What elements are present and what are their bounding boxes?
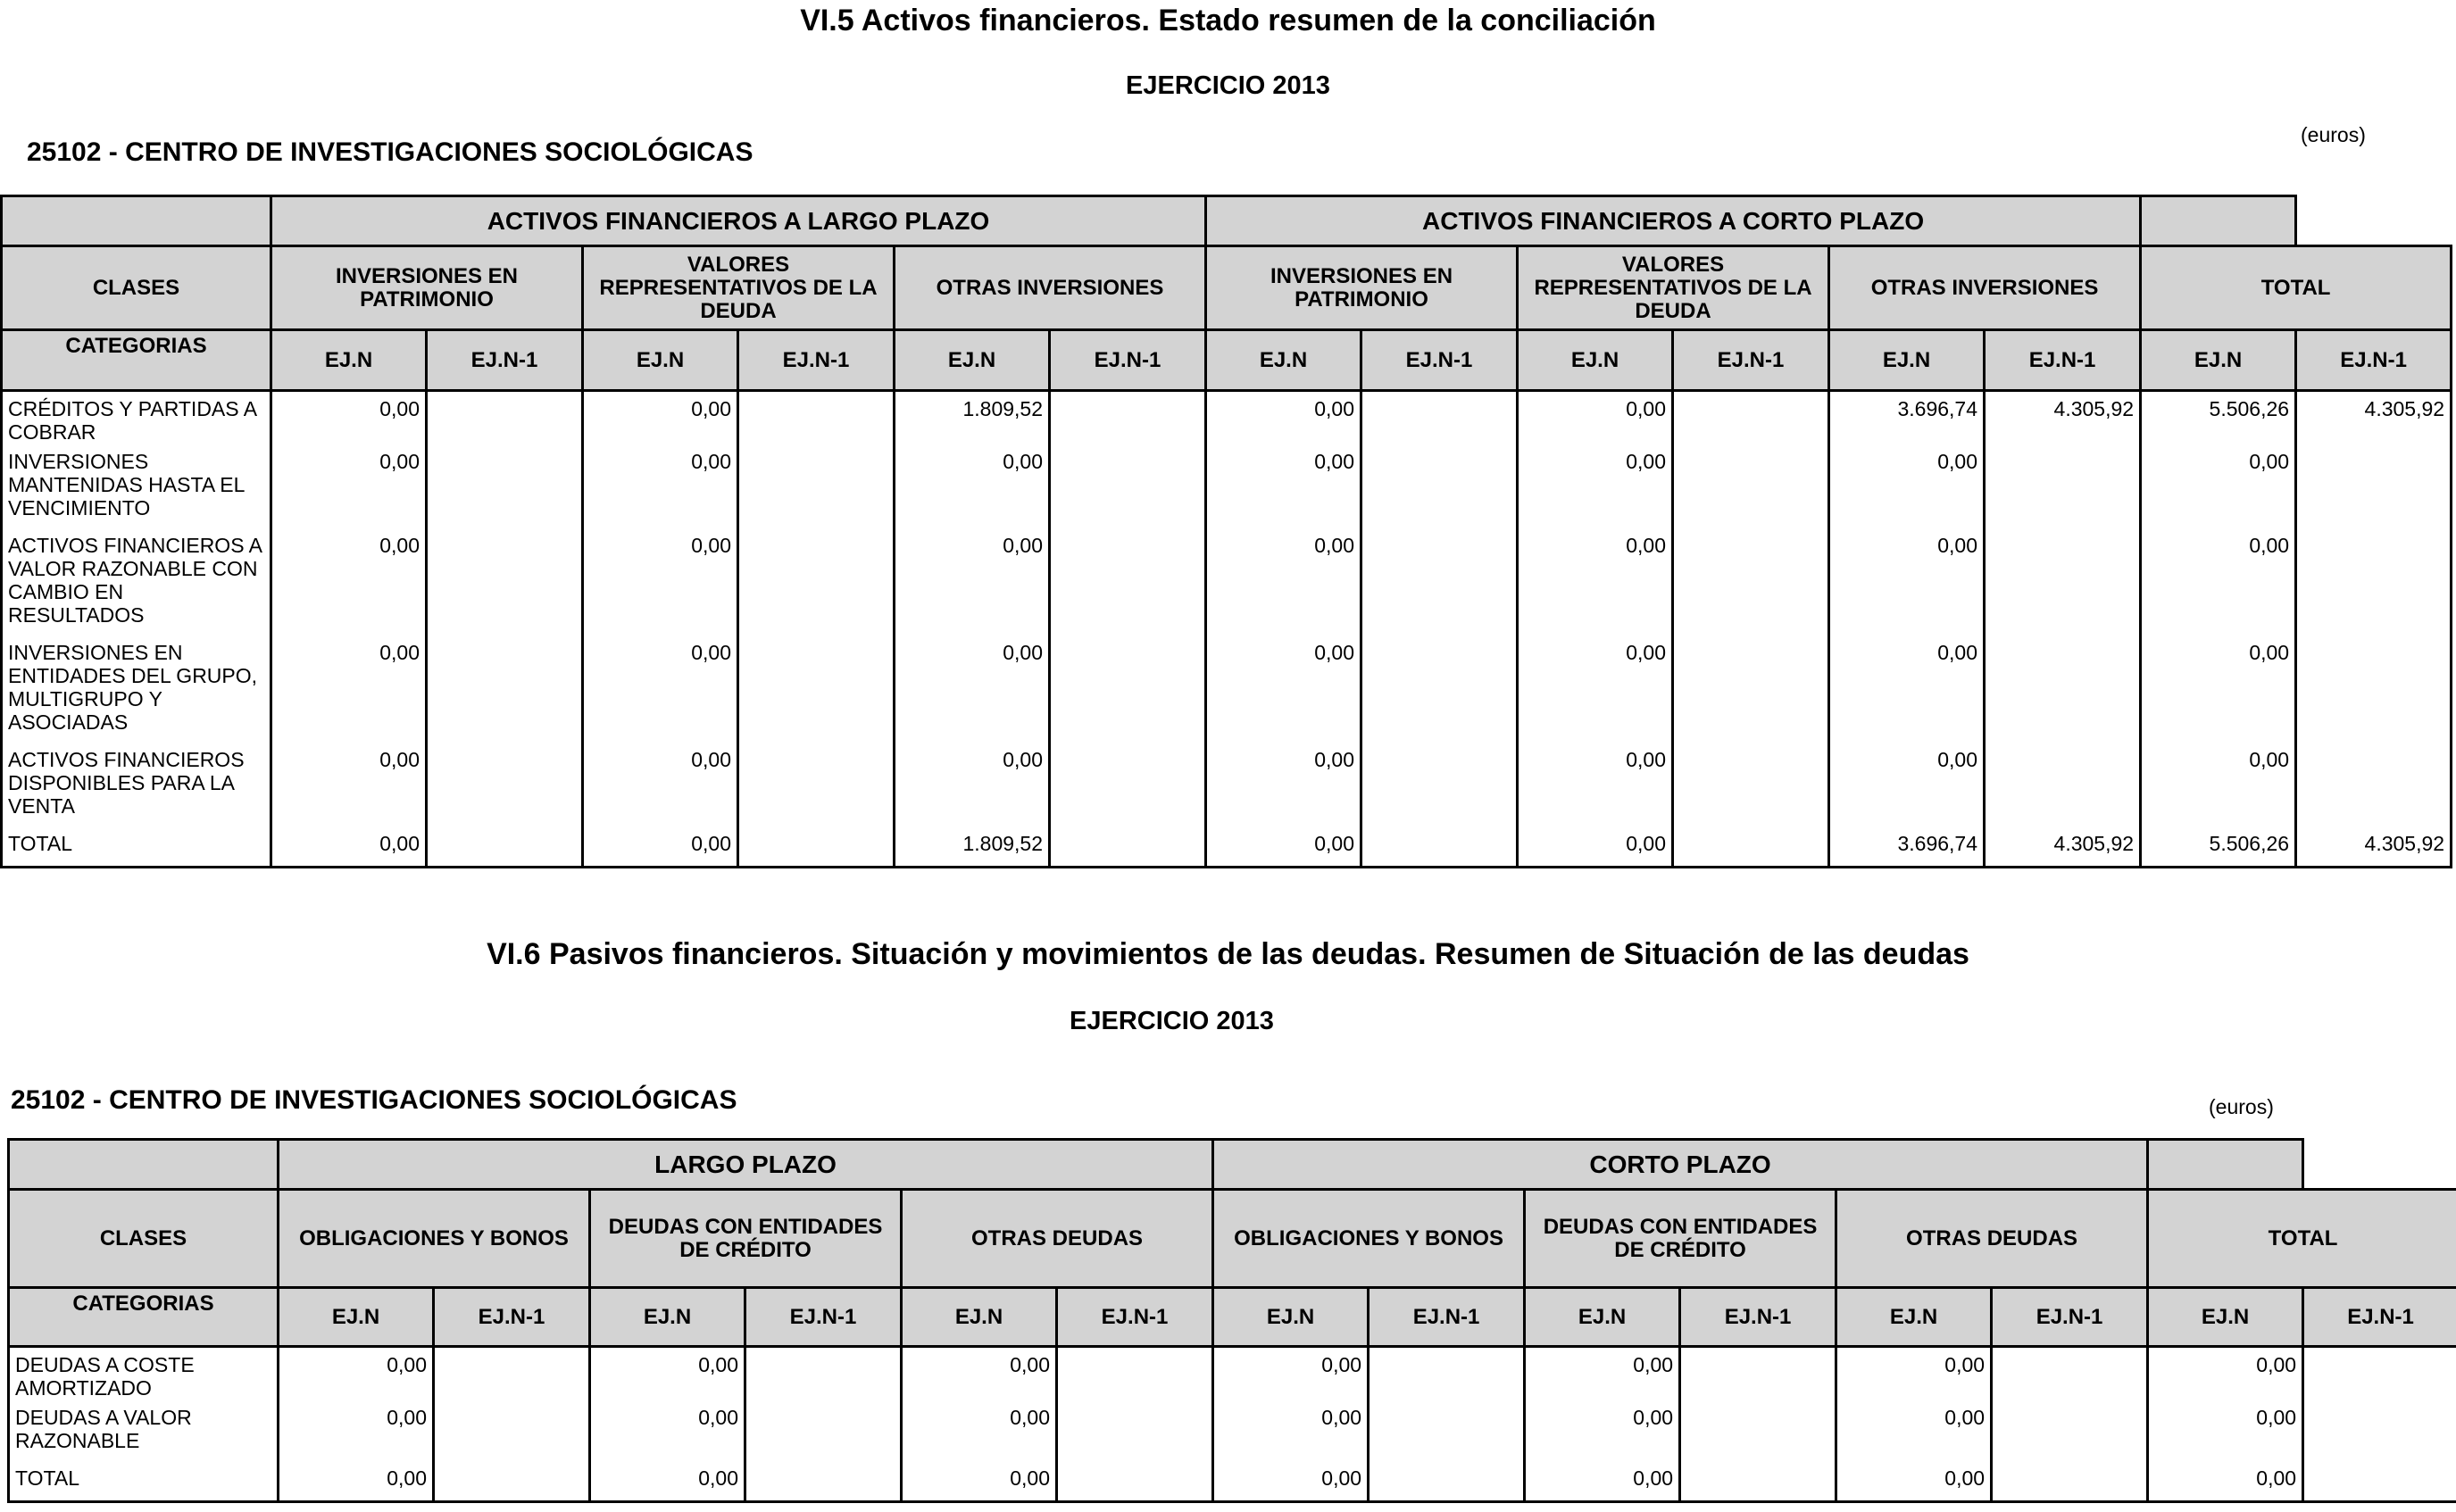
value-cell: 0,00	[1836, 1406, 1992, 1466]
value-cell	[427, 534, 583, 641]
value-cell	[1050, 748, 1206, 832]
row-label: INVERSIONES EN ENTIDADES DEL GRUPO, MULTIGRUPO Y ASOCIADAS	[2, 641, 271, 748]
value-cell: 0,00	[895, 641, 1050, 748]
value-cell	[2296, 450, 2452, 534]
value-cell: 1.809,52	[895, 391, 1050, 450]
value-cell	[1680, 1406, 1836, 1466]
value-cell	[1673, 391, 1829, 450]
ej-n-header: EJ.N	[2148, 1288, 2303, 1347]
corner-cell	[9, 1140, 279, 1190]
value-cell: 0,00	[271, 450, 427, 534]
table-row	[9, 1347, 2456, 1406]
value-cell	[738, 641, 895, 748]
subheader-6: TOTAL	[2141, 246, 2452, 330]
ej-n-header: EJ.N	[1206, 330, 1361, 391]
value-cell	[1680, 1347, 1836, 1406]
row-label: DEUDAS A VALOR RAZONABLE	[9, 1406, 279, 1466]
table-row	[9, 1466, 2456, 1502]
value-cell: 0,00	[583, 748, 738, 832]
value-cell	[427, 641, 583, 748]
subheader-0: INVERSIONES EN PATRIMONIO	[271, 246, 583, 330]
value-cell: 0,00	[1525, 1347, 1680, 1406]
row-label: TOTAL	[9, 1466, 279, 1502]
value-cell: 0,00	[279, 1406, 434, 1466]
value-cell	[1361, 534, 1518, 641]
value-cell: 3.696,74	[1829, 832, 1985, 868]
categorias-header: CATEGORIAS	[2, 330, 271, 391]
subheader-6: TOTAL	[2148, 1190, 2456, 1288]
value-cell	[1369, 1406, 1525, 1466]
ej-n-header: EJ.N	[2141, 330, 2296, 391]
ej-n-1-header: EJ.N-1	[434, 1288, 590, 1347]
value-cell	[2296, 534, 2452, 641]
value-cell	[1050, 534, 1206, 641]
value-cell	[1992, 1406, 2148, 1466]
group-header-corto-plazo: CORTO PLAZO	[1213, 1140, 2148, 1190]
value-cell: 0,00	[902, 1406, 1057, 1466]
ej-n-header: EJ.N	[1518, 330, 1673, 391]
ej-n-1-header: EJ.N-1	[1673, 330, 1829, 391]
value-cell	[738, 391, 895, 450]
ej-n-header: EJ.N	[271, 330, 427, 391]
value-cell: 0,00	[2141, 641, 2296, 748]
value-cell: 0,00	[895, 748, 1050, 832]
ej-n-1-header: EJ.N-1	[1057, 1288, 1213, 1347]
value-cell: 0,00	[1518, 450, 1673, 534]
ej-n-1-header: EJ.N-1	[1369, 1288, 1525, 1347]
value-cell: 0,00	[590, 1466, 745, 1502]
table-row	[2, 748, 2452, 832]
value-cell	[1361, 832, 1518, 868]
value-cell: 0,00	[583, 391, 738, 450]
value-cell	[2303, 1466, 2456, 1502]
ej-n-1-header: EJ.N-1	[745, 1288, 902, 1347]
value-cell	[1057, 1406, 1213, 1466]
value-cell	[1369, 1466, 1525, 1502]
ej-n-1-header: EJ.N-1	[2296, 330, 2452, 391]
ej-n-1-header: EJ.N-1	[427, 330, 583, 391]
value-cell	[745, 1406, 902, 1466]
value-cell	[1985, 450, 2141, 534]
corner-cell	[2, 196, 271, 246]
value-cell: 0,00	[583, 534, 738, 641]
section2-ejercicio: EJERCICIO 2013	[1070, 1007, 1274, 1035]
ej-n-1-header: EJ.N-1	[1361, 330, 1518, 391]
ej-n-1-header: EJ.N-1	[1050, 330, 1206, 391]
value-cell	[738, 450, 895, 534]
value-cell	[1985, 748, 2141, 832]
value-cell: 5.506,26	[2141, 391, 2296, 450]
ej-n-header: EJ.N	[1525, 1288, 1680, 1347]
section1-title: VI.5 Activos financieros. Estado resumen de la conciliación	[800, 4, 1656, 37]
value-cell: 0,00	[1206, 748, 1361, 832]
ej-n-1-header: EJ.N-1	[1992, 1288, 2148, 1347]
value-cell: 0,00	[1518, 534, 1673, 641]
ej-n-1-header: EJ.N-1	[2303, 1288, 2456, 1347]
value-cell: 0,00	[1829, 534, 1985, 641]
value-cell: 0,00	[1518, 641, 1673, 748]
ej-n-header: EJ.N	[583, 330, 738, 391]
value-cell: 0,00	[1518, 748, 1673, 832]
value-cell	[2303, 1406, 2456, 1466]
value-cell: 0,00	[279, 1466, 434, 1502]
value-cell: 0,00	[1206, 534, 1361, 641]
value-cell: 0,00	[1213, 1347, 1369, 1406]
value-cell	[1673, 641, 1829, 748]
subheader-1: VALORES REPRESENTATIVOS DE LA DEUDA	[583, 246, 895, 330]
row-label: DEUDAS A COSTE AMORTIZADO	[9, 1347, 279, 1406]
value-cell: 0,00	[271, 534, 427, 641]
section1-ejercicio: EJERCICIO 2013	[1126, 71, 1330, 100]
ej-n-1-header: EJ.N-1	[738, 330, 895, 391]
value-cell	[738, 748, 895, 832]
ej-n-header: EJ.N	[590, 1288, 745, 1347]
value-cell	[1992, 1347, 2148, 1406]
section1-org: 25102 - CENTRO DE INVESTIGACIONES SOCIOLÓGICAS	[27, 137, 753, 167]
value-cell	[1057, 1347, 1213, 1406]
value-cell: 0,00	[590, 1406, 745, 1466]
value-cell	[1050, 832, 1206, 868]
value-cell	[745, 1466, 902, 1502]
value-cell: 0,00	[271, 391, 427, 450]
value-cell: 0,00	[2148, 1347, 2303, 1406]
value-cell: 0,00	[2141, 748, 2296, 832]
value-cell	[1050, 450, 1206, 534]
ej-n-header: EJ.N	[279, 1288, 434, 1347]
subheader-0: OBLIGACIONES Y BONOS	[279, 1190, 590, 1288]
value-cell: 0,00	[2141, 534, 2296, 641]
value-cell: 0,00	[1206, 450, 1361, 534]
value-cell	[427, 748, 583, 832]
value-cell: 0,00	[902, 1347, 1057, 1406]
value-cell: 4.305,92	[1985, 391, 2141, 450]
value-cell: 0,00	[895, 450, 1050, 534]
value-cell	[2296, 748, 2452, 832]
value-cell	[434, 1466, 590, 1502]
value-cell	[1361, 450, 1518, 534]
table-row	[9, 1406, 2456, 1466]
value-cell	[1992, 1466, 2148, 1502]
subheader-3: INVERSIONES EN PATRIMONIO	[1206, 246, 1518, 330]
value-cell: 0,00	[271, 832, 427, 868]
value-cell	[1680, 1466, 1836, 1502]
ej-n-header: EJ.N	[1836, 1288, 1992, 1347]
value-cell: 0,00	[1836, 1347, 1992, 1406]
pasivos-table	[7, 1138, 2456, 1503]
value-cell: 0,00	[583, 450, 738, 534]
table-row	[2, 534, 2452, 641]
subheader-3: OBLIGACIONES Y BONOS	[1213, 1190, 1525, 1288]
subheader-4: VALORES REPRESENTATIVOS DE LA DEUDA	[1518, 246, 1829, 330]
value-cell	[1673, 450, 1829, 534]
row-label: ACTIVOS FINANCIEROS A VALOR RAZONABLE CON CAMBIO EN RESULTADOS	[2, 534, 271, 641]
ej-n-header: EJ.N	[895, 330, 1050, 391]
section2-title: VI.6 Pasivos financieros. Situación y movimientos de las deudas. Resumen de Situación de las deudas	[487, 937, 1969, 971]
value-cell: 5.506,26	[2141, 832, 2296, 868]
subheader-5: OTRAS INVERSIONES	[1829, 246, 2141, 330]
value-cell: 0,00	[2148, 1406, 2303, 1466]
section1-unit: (euros)	[2301, 123, 2366, 146]
subheader-2: OTRAS DEUDAS	[902, 1190, 1213, 1288]
value-cell: 0,00	[1518, 832, 1673, 868]
value-cell	[434, 1347, 590, 1406]
subheader-4: DEUDAS CON ENTIDADES DE CRÉDITO	[1525, 1190, 1836, 1288]
value-cell	[738, 832, 895, 868]
value-cell	[1673, 748, 1829, 832]
section2-unit: (euros)	[2209, 1095, 2274, 1118]
table-row	[2, 391, 2452, 450]
value-cell: 0,00	[1206, 641, 1361, 748]
group-header-largo-plazo: LARGO PLAZO	[279, 1140, 1213, 1190]
value-cell	[1369, 1347, 1525, 1406]
value-cell: 0,00	[1525, 1406, 1680, 1466]
value-cell: 0,00	[1206, 832, 1361, 868]
row-label: INVERSIONES MANTENIDAS HASTA EL VENCIMIENTO	[2, 450, 271, 534]
value-cell	[2303, 1347, 2456, 1406]
value-cell: 0,00	[895, 534, 1050, 641]
value-cell: 0,00	[1518, 391, 1673, 450]
categorias-header: CATEGORIAS	[9, 1288, 279, 1347]
value-cell	[2296, 641, 2452, 748]
value-cell: 0,00	[1836, 1466, 1992, 1502]
value-cell: 4.305,92	[1985, 832, 2141, 868]
value-cell: 0,00	[1213, 1466, 1369, 1502]
value-cell: 4.305,92	[2296, 391, 2452, 450]
value-cell: 0,00	[902, 1466, 1057, 1502]
value-cell: 0,00	[1829, 748, 1985, 832]
value-cell: 0,00	[2141, 450, 2296, 534]
value-cell: 0,00	[1525, 1466, 1680, 1502]
value-cell	[1673, 534, 1829, 641]
value-cell: 0,00	[1206, 391, 1361, 450]
value-cell: 0,00	[583, 832, 738, 868]
table-row	[2, 450, 2452, 534]
activos-table	[0, 195, 2452, 868]
table-row	[2, 832, 2452, 868]
value-cell	[745, 1347, 902, 1406]
value-cell	[1050, 641, 1206, 748]
subheader-5: OTRAS DEUDAS	[1836, 1190, 2148, 1288]
clases-header: CLASES	[9, 1190, 279, 1288]
ej-n-header: EJ.N	[1213, 1288, 1369, 1347]
value-cell: 4.305,92	[2296, 832, 2452, 868]
ej-n-1-header: EJ.N-1	[1680, 1288, 1836, 1347]
value-cell	[1985, 534, 2141, 641]
section2-org: 25102 - CENTRO DE INVESTIGACIONES SOCIOLÓGICAS	[11, 1085, 737, 1115]
value-cell	[1361, 391, 1518, 450]
value-cell: 0,00	[279, 1347, 434, 1406]
value-cell: 3.696,74	[1829, 391, 1985, 450]
group-header-largo-plazo: ACTIVOS FINANCIEROS A LARGO PLAZO	[271, 196, 1206, 246]
value-cell: 0,00	[583, 641, 738, 748]
ej-n-1-header: EJ.N-1	[1985, 330, 2141, 391]
value-cell: 1.809,52	[895, 832, 1050, 868]
value-cell	[1673, 832, 1829, 868]
value-cell: 0,00	[271, 748, 427, 832]
value-cell	[1057, 1466, 1213, 1502]
clases-header: CLASES	[2, 246, 271, 330]
row-label: TOTAL	[2, 832, 271, 868]
group-header-total-empty	[2141, 196, 2296, 246]
value-cell	[427, 391, 583, 450]
value-cell	[1361, 641, 1518, 748]
value-cell: 0,00	[1829, 641, 1985, 748]
value-cell: 0,00	[1213, 1406, 1369, 1466]
value-cell	[1985, 641, 2141, 748]
value-cell	[738, 534, 895, 641]
table-row	[2, 641, 2452, 748]
value-cell: 0,00	[271, 641, 427, 748]
row-label: ACTIVOS FINANCIEROS DISPONIBLES PARA LA VENTA	[2, 748, 271, 832]
value-cell	[427, 450, 583, 534]
row-label: CRÉDITOS Y PARTIDAS A COBRAR	[2, 391, 271, 450]
subheader-1: DEUDAS CON ENTIDADES DE CRÉDITO	[590, 1190, 902, 1288]
value-cell: 0,00	[2148, 1466, 2303, 1502]
value-cell	[1361, 748, 1518, 832]
ej-n-header: EJ.N	[902, 1288, 1057, 1347]
value-cell	[1050, 391, 1206, 450]
group-header-corto-plazo: ACTIVOS FINANCIEROS A CORTO PLAZO	[1206, 196, 2141, 246]
subheader-2: OTRAS INVERSIONES	[895, 246, 1206, 330]
value-cell: 0,00	[1829, 450, 1985, 534]
value-cell	[434, 1406, 590, 1466]
ej-n-header: EJ.N	[1829, 330, 1985, 391]
value-cell: 0,00	[590, 1347, 745, 1406]
group-header-total-empty	[2148, 1140, 2303, 1190]
value-cell	[427, 832, 583, 868]
